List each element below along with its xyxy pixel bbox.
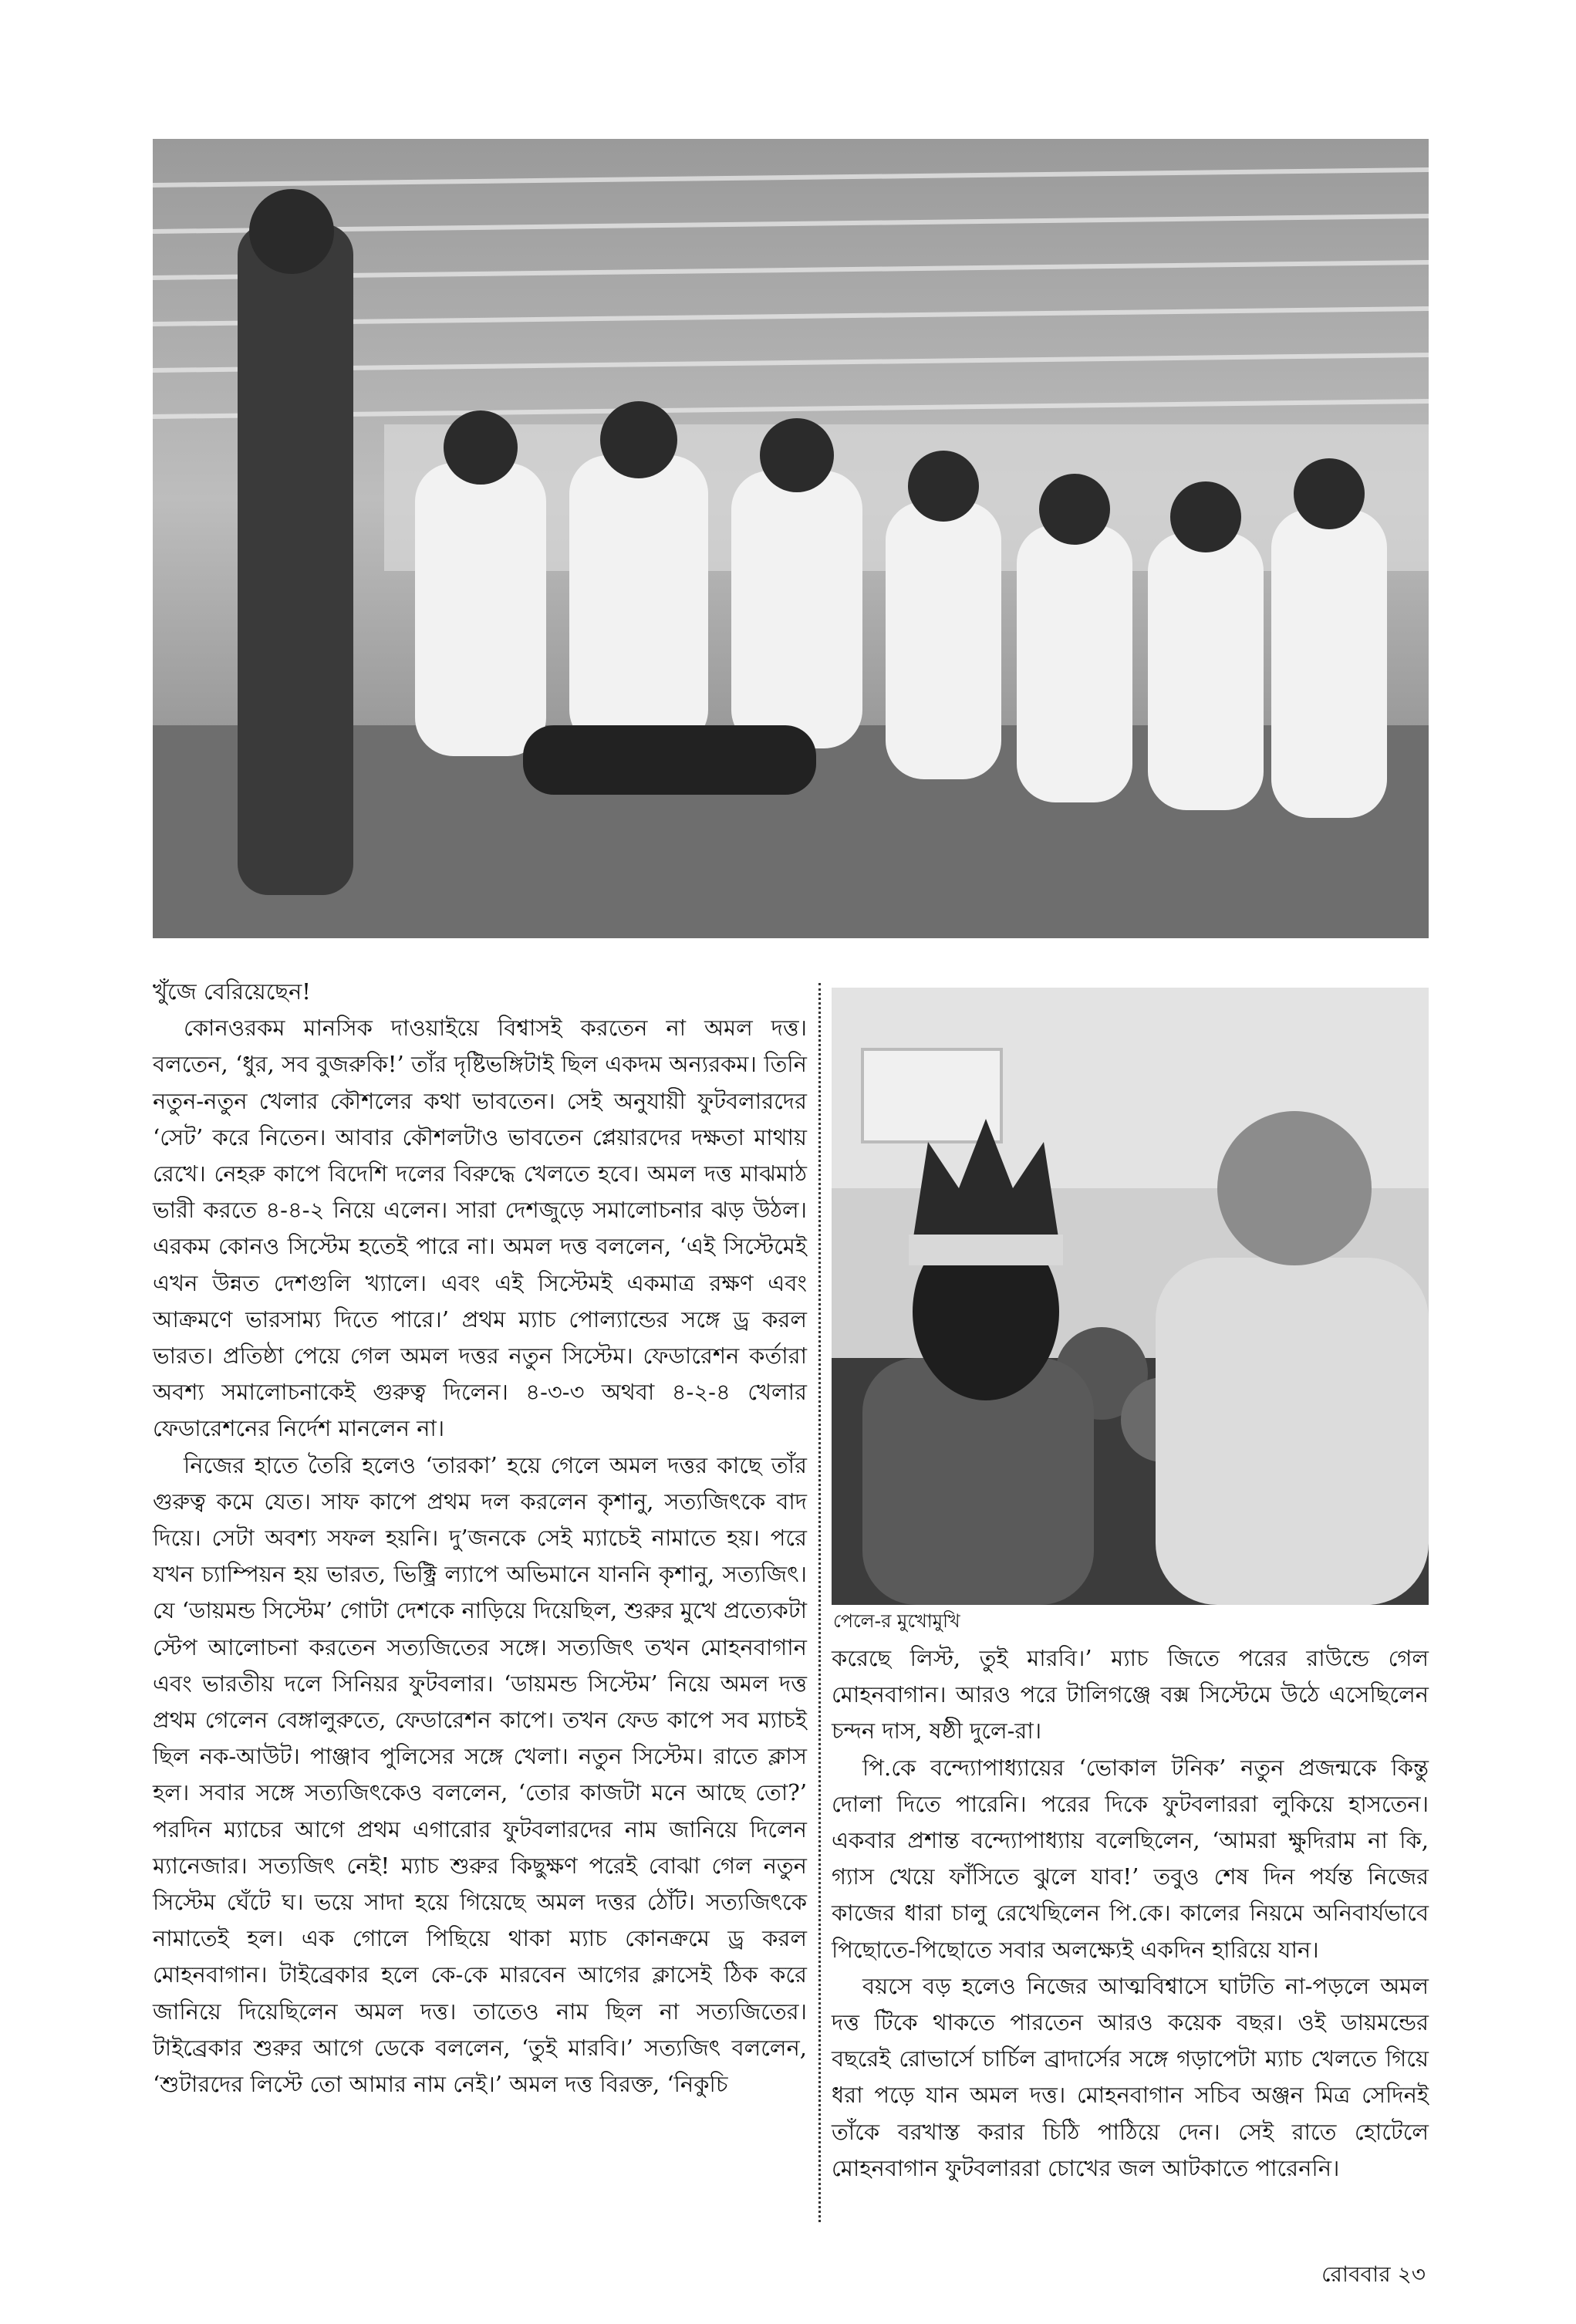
left-text-column <box>153 974 807 2103</box>
right-text-column <box>832 1640 1429 2187</box>
column-divider <box>818 983 821 2222</box>
team-bench-photo-graphic <box>153 139 1429 938</box>
publication-name: রোববার <box>1321 2262 1391 2287</box>
team-bench-photo <box>153 139 1429 938</box>
right-paragraph-2: পি.কে বন্দ্যোপাধ্যায়ের ‘ভোকাল টনিক’ নতুন প্রজন্মকে কিন্তু দোলা দিতে পারেনি। পরের দিকে ফুটবলাররা লুকিয়ে হাসতেন। একবার প্রশান্ত বন্দ্যোপাধ্যায় বলেছিলেন, ‘আমরা ক্ষুদিরাম না কি, গ্যাস খেয়ে ফাঁসিতে ঝুলে যাব!’ তবুও শেষ দিন পর্যন্ত নিজের কাজের ধারা চালু রেখেছিলেন পি.কে। কালের নিয়মে অনিবার্যভাবে পিছোতে-পিছোতে সবার অলক্ষ্যেই একদিন হারিয়ে যান। <box>832 1754 1429 1963</box>
photo-caption: পেলে-র মুখোমুখি <box>833 1610 960 1632</box>
page-number: ২৩ <box>1397 2262 1426 2287</box>
left-paragraph-3: নিজের হাতে তৈরি হলেও ‘তারকা’ হয়ে গেলে অমল দত্তর কাছে তাঁর গুরুত্ব কমে যেত। সাফ কাপে প্রথম দল করলেন কৃশানু, সত্যজিৎকে বাদ দিয়ে। সেটা অবশ্য সফল হয়নি। দু’জনকে সেই ম্যাচেই নামাতে হয়। পরে যখন চ্যাম্পিয়ন হয় ভারত, ভিক্ট্রি ল্যাপে অভিমানে যাননি কৃশানু, সত্যজিৎ। যে ‘ডায়মন্ড সিস্টেম’ গোটা দেশকে নাড়িয়ে দিয়েছিল, শুরুর মুখে প্রত্যেকটা স্টেপ আলোচনা করতেন সত্যজিতের সঙ্গে। সত্যজিৎ তখন মোহনবাগান এবং ভারতীয় দলে সিনিয়র ফুটবলার। ‘ডায়মন্ড সিস্টেম’ নিয়ে অমল দত্ত প্রথম গেলেন বেঙ্গালুরুতে, ফেডারেশন কাপে। তখন ফেড কাপে সব ম্যাচই ছিল নক-আউট। পাঞ্জাব পুলিসের সঙ্গে খেলা। নতুন সিস্টেম। রাতে ক্লাস হল। সবার সঙ্গে সত্যজিৎকেও বললেন, ‘তোর কাজটা মনে আছে তো?’ পরদিন ম্যাচের আগে প্রথম এগারোর ফুটবলারদের নাম জানিয়ে দিলেন ম্যানেজার। সত্যজিৎ নেই! ম্যাচ শুরুর কিছুক্ষণ পরেই বোঝা গেল নতুন সিস্টেম ঘেঁটে ঘ। ভয়ে সাদা হয়ে গিয়েছে অমল দত্তর ঠোঁট। সত্যজিৎকে নামাতেই হল। এক গোলে পিছিয়ে থাকা ম্যাচ কোনক্রমে ড্র করল মোহনবাগান। টাইব্রেকার হলে কে-কে মারবেন আগের ক্লাসেই ঠিক করে জানিয়ে দিয়েছিলেন অমল দত্ত। তাতেও নাম ছিল না সত্যজিতের। টাইব্রেকার শুরুর আগে ডেকে বললেন, ‘তুই মারবি।’ সত্যজিৎ বললেন, ‘শুটারদের লিস্টে তো আমার নাম নেই।’ অমল দত্ত বিরক্ত, ‘নিকুচি <box>153 1451 807 2098</box>
left-paragraph-2: কোনওরকম মানসিক দাওয়াইয়ে বিশ্বাসই করতেন না অমল দত্ত। বলতেন, ‘ধুর, সব বুজরুকি!’ তাঁর দৃষ্টিভঙ্গিটাই ছিল একদম অন্যরকম। তিনি নতুন-নতুন খেলার কৌশলের কথা ভাবতেন। সেই অনুযায়ী ফুটবলারদের ‘সেট’ করে নিতেন। আবার কৌশলটাও ভাবতেন প্লেয়ারদের দক্ষতা মাথায় রেখে। নেহরু কাপে বিদেশি দলের বিরুদ্ধে খেলতে হবে। অমল দত্ত মাঝমাঠ ভারী করতে ৪-৪-২ নিয়ে এলেন। সারা দেশজুড়ে সমালোচনার ঝড় উঠল। এরকম কোনও সিস্টেম হতেই পারে না। অমল দত্ত বললেন, ‘এই সিস্টেমেই এখন উন্নত দেশগুলি খ্যালে। এবং এই সিস্টেমই একমাত্র রক্ষণ এবং আক্রমণে ভারসাম্য দিতে পারে।’ প্রথম ম্যাচ পোল্যান্ডের সঙ্গে ড্র করল ভারত। প্রতিষ্ঠা পেয়ে গেল অমল দত্তর নতুন সিস্টেম। ফেডারেশন কর্তারা অবশ্য সমালোচনাকেই গুরুত্ব দিলেন। ৪-৩-৩ অথবা ৪-২-৪ খেলার ফেডারেশনের নির্দেশ মানলেন না। <box>153 1015 807 1442</box>
page-footer <box>1321 2261 1426 2289</box>
pele-photo-graphic <box>832 988 1429 1605</box>
left-paragraph-1: খুঁজে বেরিয়েছেন! <box>153 978 311 1005</box>
right-paragraph-1: করেছে লিস্ট, তুই মারবি।’ ম্যাচ জিতে পরের রাউন্ডে গেল মোহনবাগান। আরও পরে টালিগঞ্জে বক্স সিস্টেমে উঠে এসেছিলেন চন্দন দাস, ষষ্ঠী দুলে-রা। <box>832 1645 1429 1745</box>
right-paragraph-3: বয়সে বড় হলেও নিজের আত্মবিশ্বাসে ঘাটতি না-পড়লে অমল দত্ত টিকে থাকতে পারতেন আরও কয়েক বছর। ওই ডায়মন্ডের বছরেই রোভার্সে চার্চিল ব্রাদার্সের সঙ্গে গড়াপেটা ম্যাচ খেলতে গিয়ে ধরা পড়ে যান অমল দত্ত। মোহনবাগান সচিব অঞ্জন মিত্র সেদিনই তাঁকে বরখাস্ত করার চিঠি পাঠিয়ে দেন। সেই রাতে হোটেলে মোহনবাগান ফুটবলাররা চোখের জল আটকাতে পারেননি। <box>832 1972 1429 2181</box>
pele-photo <box>832 988 1429 1605</box>
